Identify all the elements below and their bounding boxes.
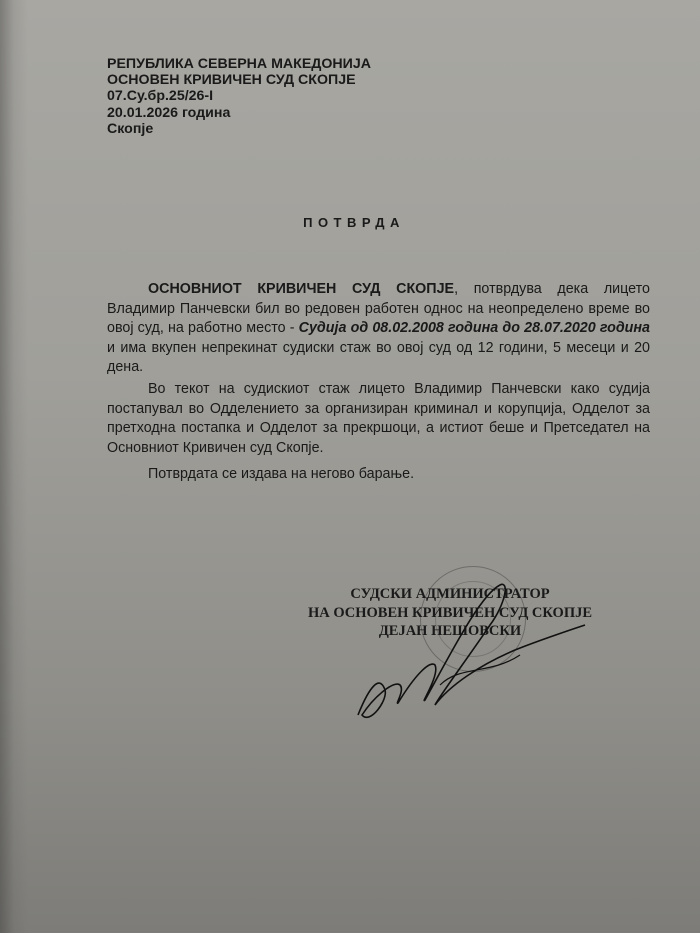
signatory-role: СУДСКИ АДМИНИСТРАТОР — [350, 586, 550, 602]
header-city: Скопје — [107, 120, 154, 137]
page-edge-shadow — [0, 0, 28, 933]
court-name: ОСНОВНИОТ КРИВИЧЕН СУД СКОПЈЕ — [148, 281, 455, 297]
document-header — [107, 56, 371, 137]
paragraph-confirmation: ОСНОВНИОТ КРИВИЧЕН СУД СКОПЈЕ, потврдува дека лицето Владимир Панчевски бил во редовен работен однос на неопределено време во овој суд, на работно место - Судија од 08.02.2008 година до 28.07.2020 година и има вкупен непрекинат судиски стаж во овој суд од 12 години, 5 месеци и 20 дена. — [107, 281, 651, 375]
position-dates: Судија од 08.02.2008 година до 28.07.2020 година — [298, 320, 651, 336]
document-title: ПОТВРДА — [303, 215, 405, 230]
header-date: 20.01.2026 година — [107, 104, 231, 121]
signatory-name: ДЕЈАН НЕШОВСКИ — [378, 623, 522, 639]
header-court: ОСНОВЕН КРИВИЧЕН СУД СКОПЈЕ — [107, 72, 356, 89]
paragraph-service-details: Во текот на судискиот стаж лицето Владимир Панчевски како судија постапувал во Одделението за организиран криминал и корупција, Одделот за претходна постапка и Одделот за прекршоци, а истиот беше и Претседател на Основниот Кривичен суд Скопје. — [107, 381, 650, 456]
signatory-institution: НА ОСНОВЕН КРИВИЧЕН СУД СКОПЈЕ — [307, 604, 593, 621]
paragraph-issuance: Потврдата се издава на негово барање. — [148, 466, 415, 482]
handwritten-signature-icon — [340, 565, 600, 735]
header-reference-number: 07.Су.бр.25/26-I — [107, 88, 214, 105]
header-republic: РЕПУБЛИКА СЕВЕРНА МАКЕДОНИЈА — [107, 56, 372, 72]
